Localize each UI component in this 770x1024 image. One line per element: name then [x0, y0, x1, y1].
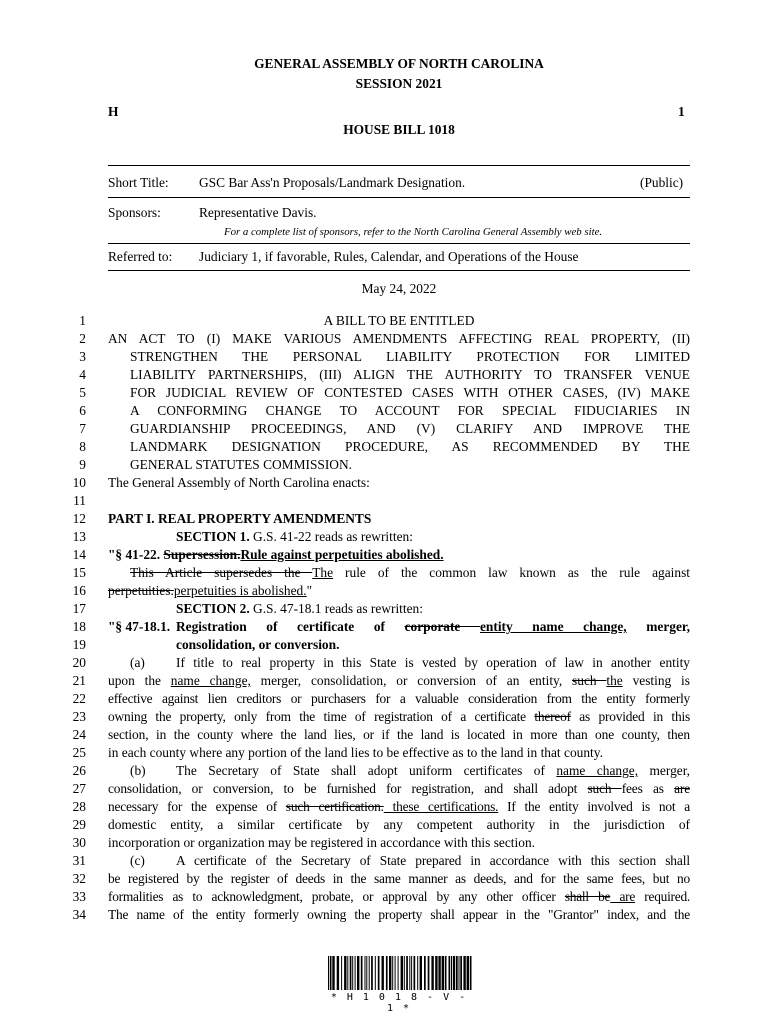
line-number: 16	[72, 583, 86, 598]
deleted-text: shall be	[564, 889, 611, 904]
referred-label: Referred to:	[108, 249, 173, 264]
line-text: A CONFORMING CHANGE TO ACCOUNT FOR SPECIAL FIDUCIARIES IN	[130, 403, 690, 418]
text-run: G.S. 41-22 reads as rewritten:	[249, 529, 413, 544]
line-text	[130, 564, 690, 582]
barcode-bar	[467, 956, 469, 990]
deleted-text: corporate	[404, 619, 480, 634]
barcode-bar	[389, 956, 391, 990]
bill-line	[0, 420, 770, 438]
deleted-text: such	[587, 781, 622, 796]
part-heading: PART I. REAL PROPERTY AMENDMENTS	[108, 511, 372, 526]
bill-line	[0, 672, 770, 690]
deleted-text: such certification.	[285, 799, 384, 814]
line-text: in each county where any portion of the land lies to be effective as to the land in that county.	[108, 745, 603, 760]
bill-line	[0, 906, 770, 924]
bill-line	[0, 600, 770, 618]
line-text	[108, 546, 690, 564]
bill-line	[0, 564, 770, 582]
deleted-text: such	[572, 673, 607, 688]
barcode-bar	[428, 956, 430, 990]
line-number: 19	[72, 637, 86, 652]
bill-line	[0, 816, 770, 834]
line-text: incorporation or organization may be registered in accordance with this section.	[108, 835, 535, 850]
line-number: 17	[72, 601, 86, 616]
line-number: 10	[72, 475, 86, 490]
sponsors-note: For a complete list of sponsors, refer to the North Carolina General Assembly web site.	[224, 226, 603, 238]
barcode-bar	[449, 956, 451, 990]
bill-line	[0, 456, 770, 474]
barcode-bar	[361, 956, 363, 990]
barcode-bar	[350, 956, 352, 990]
deleted-text: This Article supersedes the	[130, 565, 313, 580]
line-number: 21	[72, 673, 86, 688]
barcode-bar	[378, 956, 380, 990]
line-text	[108, 888, 690, 906]
line-text	[176, 618, 690, 636]
barcode-text: * H 1 0 1 8 - V - 1 *	[330, 992, 468, 1014]
line-text: FOR JUDICIAL REVIEW OF CONTESTED CASES WITH OTHER CASES, (IV) MAKE	[130, 385, 690, 400]
line-number: 34	[72, 907, 86, 922]
line-text: The General Assembly of North Carolina enacts:	[108, 475, 370, 490]
public-tag: (Public)	[640, 175, 684, 190]
barcode-bar	[341, 956, 342, 990]
bill-heading: A BILL TO BE ENTITLED	[323, 313, 475, 328]
line-text: A certificate of the Secretary of State prepared in accordance with this section shall	[176, 853, 690, 868]
barcode-bar	[398, 956, 399, 990]
bill-line	[0, 690, 770, 708]
inserted-text: The	[312, 565, 334, 580]
line-number: 25	[72, 745, 86, 760]
barcode-bar	[344, 956, 346, 990]
text-run: "	[306, 583, 313, 598]
line-number: 22	[72, 691, 86, 706]
bill-line	[0, 852, 770, 870]
text-run: merger,	[638, 763, 691, 778]
line-number: 4	[79, 367, 86, 382]
bill-line	[0, 798, 770, 816]
line-number: 27	[72, 781, 86, 796]
barcode-bar	[382, 956, 384, 990]
statute-ref: "§ 47-18.1.	[108, 619, 171, 634]
text-run: required.	[635, 889, 690, 904]
line-number: 30	[72, 835, 86, 850]
line-text: domestic entity, a similar certificate by any competent authority in the jurisdiction of	[108, 817, 690, 832]
line-text: LIABILITY PARTNERSHIPS, (III) ALIGN THE AUTHORITY TO TRANSFER VENUE	[130, 367, 690, 382]
barcode-bar	[355, 956, 356, 990]
text-run: The Secretary of State shall adopt uniform certificates of	[176, 763, 557, 778]
text-run: merger,	[626, 619, 690, 634]
barcode-bar	[463, 956, 465, 990]
subsection-label: (b)	[130, 763, 146, 778]
bill-line	[0, 708, 770, 726]
deleted-text: Supersession.	[163, 547, 241, 562]
line-text: section, in the county where the land lies, or if the land is located in more than one county, then	[108, 727, 690, 742]
line-number: 12	[72, 511, 86, 526]
barcode-bar	[417, 956, 418, 990]
text-run: rule of the common law known as the rule against	[333, 565, 690, 580]
barcode-bar	[330, 956, 332, 990]
barcode-bar	[406, 956, 408, 990]
text-run: If the entity involved is not a	[498, 799, 690, 814]
line-number: 15	[72, 565, 86, 580]
line-number: 7	[79, 421, 86, 436]
line-text: AN ACT TO (I) MAKE VARIOUS AMENDMENTS AFFECTING REAL PROPERTY, (II)	[108, 331, 690, 346]
sponsors-label: Sponsors:	[108, 205, 161, 220]
line-number: 9	[79, 457, 86, 472]
line-text: GUARDIANSHIP PROCEEDINGS, AND (V) CLARIFY AND IMPROVE THE	[130, 421, 690, 436]
bill-number: HOUSE BILL 1018	[343, 122, 455, 137]
bill-line	[0, 546, 770, 564]
text-run: formalities as to acknowledgment, probate, or approval by any other officer	[108, 889, 565, 904]
line-text	[108, 780, 690, 798]
bill-line	[0, 402, 770, 420]
line-text: STRENGTHEN THE PERSONAL LIABILITY PROTECTION FOR LIMITED	[130, 349, 690, 364]
barcode-bar	[414, 956, 416, 990]
text-run: fees as	[621, 781, 675, 796]
bill-line	[0, 438, 770, 456]
bill-line	[0, 582, 770, 600]
barcode-bar	[375, 956, 376, 990]
line-number: 23	[72, 709, 86, 724]
line-number: 14	[72, 547, 86, 562]
line-text: be registered by the register of deeds in the same manner as deeds, and for the same fees, but no	[108, 871, 690, 886]
text-run: as provided in this	[570, 709, 690, 724]
section-label: SECTION 2.	[176, 601, 250, 616]
barcode-bar	[442, 956, 444, 990]
barcode-bar	[460, 956, 462, 990]
barcode-bar	[357, 956, 359, 990]
line-number: 8	[79, 439, 86, 454]
barcode-bar	[347, 956, 348, 990]
divider	[108, 270, 690, 271]
section-label: SECTION 1.	[176, 529, 250, 544]
line-number: 18	[72, 619, 86, 634]
text-run: consolidation, or conversion, to be furnished for registration, and shall adopt	[108, 781, 588, 796]
line-number: 2	[79, 331, 86, 346]
bill-line	[0, 888, 770, 906]
inserted-text: Rule against perpetuities abolished.	[240, 547, 444, 562]
line-text	[108, 672, 690, 690]
inserted-text: the	[606, 673, 623, 688]
barcode-bar	[395, 956, 396, 990]
line-number: 24	[72, 727, 86, 742]
deleted-text: perpetuities.	[108, 583, 174, 598]
bill-line	[0, 348, 770, 366]
line-text: If title to real property in this State is vested by operation of law in another entity	[176, 655, 690, 670]
barcode-bar	[420, 956, 422, 990]
line-number: 33	[72, 889, 86, 904]
divider	[108, 197, 690, 198]
inserted-text: entity name change,	[479, 619, 627, 634]
barcode-bar	[470, 956, 472, 990]
bill-line	[0, 762, 770, 780]
line-text: GENERAL STATUTES COMMISSION.	[130, 457, 352, 472]
barcode-bar	[445, 956, 447, 990]
bill-line	[0, 870, 770, 888]
line-text	[108, 582, 690, 600]
bill-line	[0, 654, 770, 672]
line-number: 26	[72, 763, 86, 778]
barcode-bar	[369, 956, 370, 990]
inserted-text: name change,	[556, 763, 639, 778]
barcode-bar	[404, 956, 405, 990]
barcode-bar	[401, 956, 403, 990]
bill-line	[0, 492, 770, 510]
barcode-bar	[392, 956, 393, 990]
line-text: consolidation, or conversion.	[176, 637, 340, 652]
short-title-label: Short Title:	[108, 175, 169, 190]
barcode-bar	[459, 956, 460, 990]
subsection-label: (a)	[130, 655, 145, 670]
barcode-bar	[453, 956, 455, 990]
bill-line	[0, 744, 770, 762]
barcode	[326, 956, 472, 990]
bill-line	[0, 528, 770, 546]
divider	[108, 243, 690, 244]
referred-value: Judiciary 1, if favorable, Rules, Calendar, and Operations of the House	[199, 249, 579, 264]
line-text: LANDMARK DESIGNATION PROCEDURE, AS RECOMMENDED BY THE	[130, 439, 690, 454]
line-number: 32	[72, 871, 86, 886]
text-run: upon the	[108, 673, 171, 688]
deleted-text: are	[674, 781, 690, 796]
divider	[108, 165, 690, 166]
inserted-text: are	[610, 889, 636, 904]
barcode-bar	[409, 956, 410, 990]
bill-line	[0, 330, 770, 348]
version-number: 1	[678, 104, 685, 119]
short-title-value: GSC Bar Ass'n Proposals/Landmark Designation.	[199, 175, 466, 190]
text-run: Registration of certificate of	[176, 619, 405, 634]
text-run: G.S. 47-18.1 reads as rewritten:	[249, 601, 423, 616]
barcode-bar	[352, 956, 353, 990]
inserted-text: name change,	[170, 673, 251, 688]
inserted-text: perpetuities is abolished.	[173, 583, 307, 598]
bill-line	[0, 726, 770, 744]
bill-line	[0, 618, 770, 636]
bill-line	[0, 384, 770, 402]
line-number: 31	[72, 853, 86, 868]
barcode-bar	[431, 956, 433, 990]
bill-line	[0, 834, 770, 852]
line-number: 13	[72, 529, 86, 544]
barcode-bar	[337, 956, 339, 990]
line-number: 1	[79, 313, 86, 328]
barcode-bar	[386, 956, 388, 990]
barcode-bar	[456, 956, 458, 990]
sponsors-value: Representative Davis.	[199, 205, 317, 220]
line-text: effective against lien creditors or purchasers for a valuable consideration from the entity formerly	[108, 691, 690, 706]
text-run: owning the property, only from the time of registration of a certificate	[108, 709, 535, 724]
barcode-bar	[371, 956, 373, 990]
line-text	[108, 708, 690, 726]
bill-line	[0, 510, 770, 528]
line-text	[176, 600, 690, 618]
bill-line	[0, 780, 770, 798]
assembly-title: GENERAL ASSEMBLY OF NORTH CAROLINA	[254, 56, 544, 71]
barcode-bar	[424, 956, 426, 990]
line-number: 28	[72, 799, 86, 814]
line-number: 5	[79, 385, 86, 400]
barcode-bar	[411, 956, 412, 990]
barcode-bar	[328, 956, 329, 990]
barcode-bar	[438, 956, 440, 990]
statute-ref: "§ 41-22.	[108, 547, 164, 562]
text-run: merger, consolidation, or conversion of an entity,	[250, 673, 573, 688]
chamber-letter: H	[108, 104, 119, 119]
barcode-bar	[451, 956, 452, 990]
bill-line	[0, 366, 770, 384]
line-number: 29	[72, 817, 86, 832]
bill-line	[0, 312, 770, 330]
line-number: 11	[73, 493, 86, 508]
barcode-bar	[366, 956, 367, 990]
inserted-text: these certifications.	[383, 799, 499, 814]
subsection-label: (c)	[130, 853, 145, 868]
bill-line	[0, 474, 770, 492]
line-number: 6	[79, 403, 86, 418]
line-text	[176, 762, 690, 780]
barcode-bar	[435, 956, 437, 990]
session-title: SESSION 2021	[355, 76, 443, 91]
deleted-text: thereof	[534, 709, 571, 724]
bill-line	[0, 636, 770, 654]
line-number: 20	[72, 655, 86, 670]
text-run: vesting is	[622, 673, 690, 688]
barcode-bar	[365, 956, 366, 990]
line-number: 3	[79, 349, 86, 364]
barcode-bar	[332, 956, 334, 990]
line-text: The name of the entity formerly owning the property shall appear in the "Grantor" index, and the	[108, 907, 690, 922]
line-text	[108, 798, 690, 816]
line-text	[176, 528, 690, 546]
bill-date: May 24, 2022	[361, 281, 437, 296]
text-run: necessary for the expense of	[108, 799, 286, 814]
